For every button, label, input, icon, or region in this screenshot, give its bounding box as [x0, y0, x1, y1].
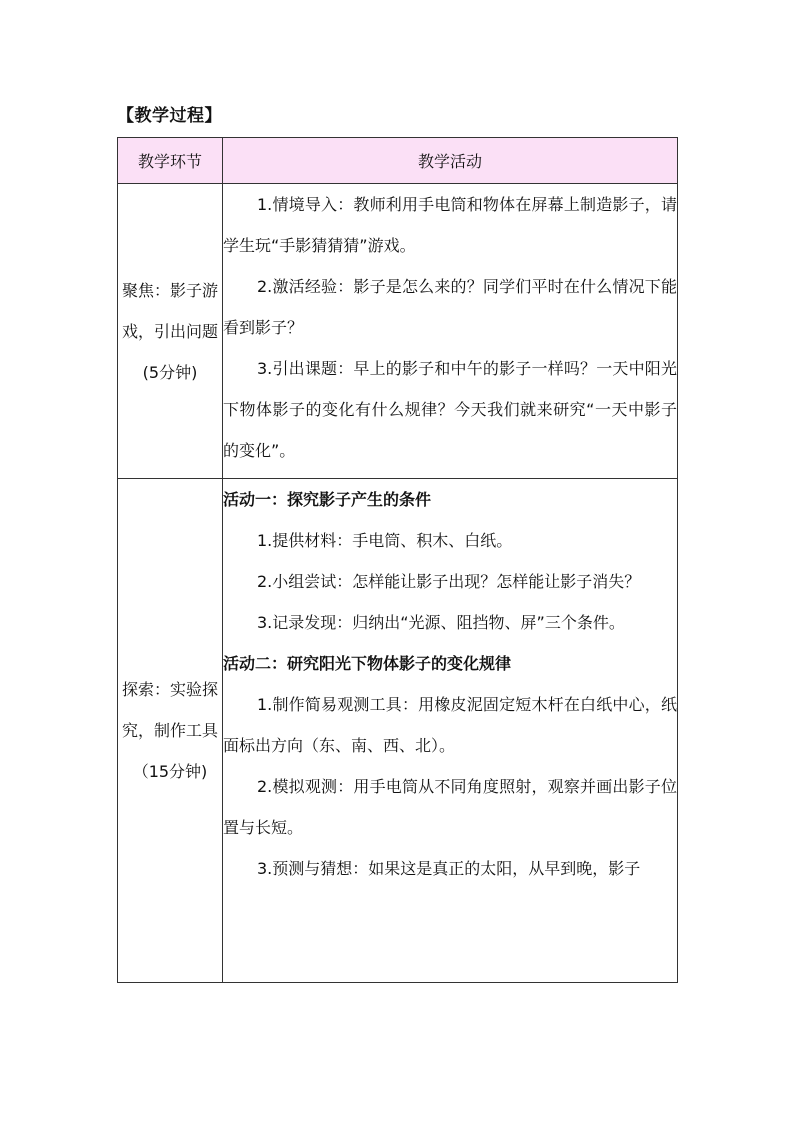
activity-title: 活动一：探究影子产生的条件	[223, 490, 432, 509]
activity-item: 1.制作简易观测工具：用橡皮泥固定短木杆在白纸中心，纸面标出方向（东、南、西、北）。	[223, 695, 677, 755]
phase-cell: 聚焦：影子游戏，引出问题(5分钟)	[118, 184, 223, 479]
table-row	[118, 184, 678, 479]
activity-item: 1.提供材料：手电筒、积木、白纸。	[257, 531, 513, 550]
activity-title: 活动二：研究阳光下物体影子的变化规律	[223, 654, 512, 673]
table-header-row	[118, 138, 678, 184]
activity-cell	[223, 184, 678, 479]
activity-item: 3.引出课题：早上的影子和中午的影子一样吗？一天中阳光下物体影子的变化有什么规律？今天我们就来研究“一天中影子的变化”。	[223, 359, 677, 460]
phase-cell: 探索：实验探究，制作工具（15分钟)	[118, 479, 223, 983]
activity-item: 2.激活经验：影子是怎么来的？同学们平时在什么情况下能看到影子？	[223, 277, 677, 337]
table-row	[118, 479, 678, 983]
header-activity: 教学活动	[223, 138, 678, 184]
activity-item: 2.小组尝试：怎样能让影子出现？怎样能让影子消失？	[257, 572, 641, 591]
activity-item: 1.情境导入：教师利用手电筒和物体在屏幕上制造影子，请学生玩“手影猜猜猜”游戏。	[223, 195, 677, 255]
activity-item: 2.模拟观测：用手电筒从不同角度照射，观察并画出影子位置与长短。	[223, 777, 677, 837]
header-phase: 教学环节	[118, 138, 223, 184]
activity-item: 3.预测与猜想：如果这是真正的太阳，从早到晚，影子	[257, 859, 641, 878]
section-title: 【教学过程】	[117, 106, 222, 126]
teaching-process-table	[117, 137, 678, 983]
activity-cell	[223, 479, 678, 983]
activity-content	[223, 479, 677, 976]
activity-item: 3.记录发现：归纳出“光源、阻挡物、屏”三个条件。	[257, 613, 625, 632]
